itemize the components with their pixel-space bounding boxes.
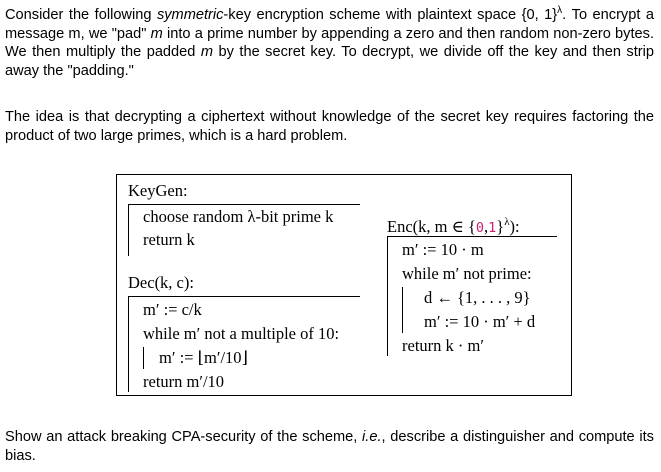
dec-line-2: while m′ not a multiple of 10:: [143, 324, 340, 343]
intro-var-m: m: [150, 25, 163, 42]
task-text-1: Show an attack breaking CPA-security of the scheme,: [5, 429, 363, 445]
dec-title: Dec(k, c):: [128, 273, 194, 292]
enc-line-1: m′ := 10 · m: [402, 240, 484, 259]
intro-text-1: Consider the following: [5, 7, 157, 23]
enc-bit-1: 1: [488, 220, 497, 236]
intro-text-5: by the secret key. To decrypt, we divide off the key and then strip away the "padding.": [5, 44, 654, 79]
enc-title-a: Enc(k, m ∈ {: [387, 217, 476, 236]
intro-text-2: -key encryption scheme with plaintext space {0, 1}: [223, 7, 558, 23]
intro-emphasis: symmetric: [156, 7, 224, 23]
keygen-bracket: [128, 204, 129, 256]
enc-superscript: λ: [504, 216, 510, 228]
task-paragraph: [5, 428, 654, 465]
dec-line-1: m′ := c/k: [143, 300, 202, 319]
intro-var-m-2: m: [200, 44, 214, 60]
keygen-line-1-text: choose random λ-bit prime k: [143, 207, 334, 226]
dec-loop-bracket: [143, 347, 144, 369]
dec-line-4: return m′/10: [143, 372, 225, 391]
enc-bracket: [387, 236, 388, 356]
task-text-2: , describe a distinguisher and compute its bias.: [5, 429, 654, 464]
enc-comma: ,: [484, 217, 489, 236]
keygen-line-2-text: return k: [143, 230, 195, 249]
enc-line-4: m′ := 10 · m′ + d: [424, 312, 536, 331]
keygen-line-2: [143, 229, 195, 251]
dec-underline: [128, 296, 360, 297]
keygen-title: KeyGen:: [128, 181, 188, 200]
idea-paragraph: The idea is that decrypting a ciphertext without knowledge of the secret key requires factoring the product of two large primes, which is a hard problem.: [5, 109, 654, 144]
enc-title: [387, 211, 520, 239]
enc-line-5: return k · m′: [402, 336, 484, 355]
enc-bit-0: 0: [475, 220, 485, 236]
algorithm-box: [116, 174, 572, 396]
enc-line-2: while m′ not prime:: [402, 264, 532, 283]
enc-loop-bracket: [402, 287, 403, 333]
enc-line-3: d ← {1, . . . , 9}: [424, 288, 531, 307]
enc-title-b: }: [496, 217, 505, 236]
task-emphasis: i.e.: [362, 429, 382, 445]
intro-paragraph: [5, 2, 654, 80]
dec-line-3: m′ := ⌊m′/10⌋: [159, 348, 248, 367]
intro-text-4: into a prime number by appending a zero and then random non-zero bytes. We then multiply the padded: [5, 25, 654, 60]
dec-bracket: [128, 296, 129, 392]
keygen-underline: [128, 204, 360, 205]
enc-underline: [387, 236, 557, 237]
enc-title-c: ):: [509, 217, 520, 236]
intro-superscript: λ: [557, 5, 563, 16]
intro-text-3: . To encrypt a message m, we "pad": [5, 7, 655, 42]
keygen-line-1: [143, 206, 333, 228]
